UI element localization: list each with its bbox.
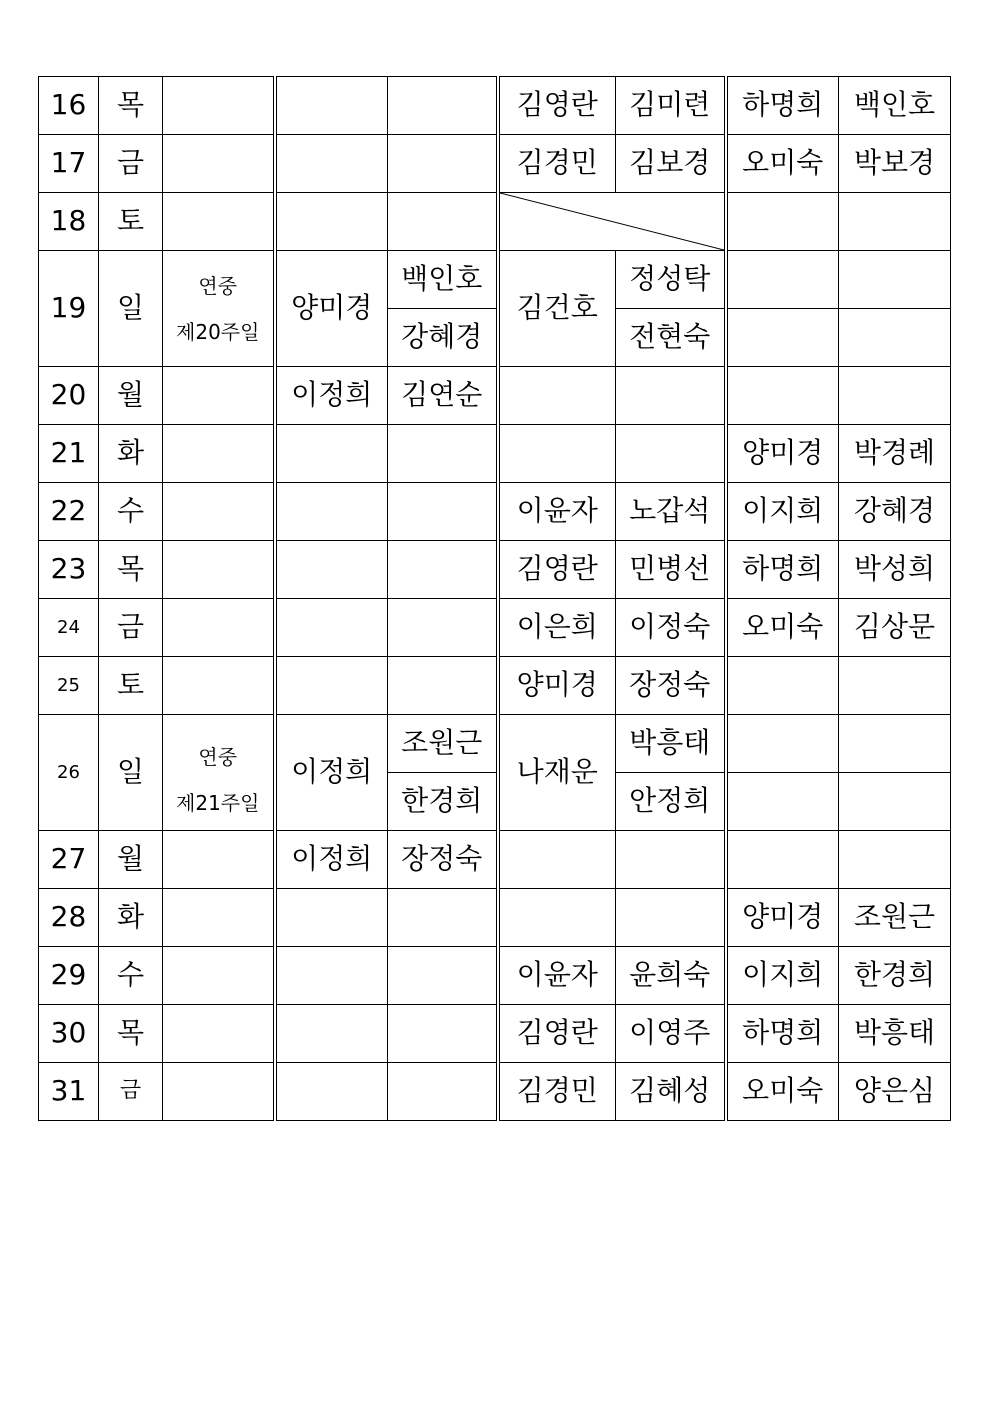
cell: 이정숙: [616, 599, 726, 657]
cell: [388, 889, 498, 947]
cell: [163, 541, 275, 599]
cell: [726, 193, 839, 251]
cell: 노갑석: [616, 483, 726, 541]
cell: [163, 135, 275, 193]
cell: 강혜경: [839, 483, 951, 541]
cell: [839, 193, 951, 251]
cell: 김영란: [498, 541, 616, 599]
cell: 양미경: [275, 251, 388, 367]
weekday-cell: 월: [99, 367, 163, 425]
cell: 장정숙: [616, 657, 726, 715]
cell: [498, 831, 616, 889]
cell: [498, 889, 616, 947]
cell: [726, 657, 839, 715]
cell: 정성탁: [616, 251, 726, 309]
table-row: [39, 599, 951, 657]
weekday-cell: 토: [99, 193, 163, 251]
cell: 백인호: [388, 251, 498, 309]
cell: [726, 715, 839, 773]
date-cell: 29: [39, 947, 99, 1005]
cell: 이영주: [616, 1005, 726, 1063]
cell: [163, 831, 275, 889]
cell: [163, 77, 275, 135]
table-row: [39, 657, 951, 715]
cell: [726, 773, 839, 831]
diagonal-line: [500, 193, 724, 250]
cell: 윤희숙: [616, 947, 726, 1005]
date-cell: 17: [39, 135, 99, 193]
cell: 이윤자: [498, 483, 616, 541]
cell: 김경민: [498, 135, 616, 193]
cell: 안정희: [616, 773, 726, 831]
cell: 한경희: [839, 947, 951, 1005]
date-cell: 19: [39, 251, 99, 367]
cell: 양미경: [726, 889, 839, 947]
cell: [275, 657, 388, 715]
date-cell: 22: [39, 483, 99, 541]
cell: [388, 541, 498, 599]
weekday-cell: 금: [99, 1063, 163, 1121]
cell: [275, 599, 388, 657]
cell: [163, 425, 275, 483]
table-row: [39, 135, 951, 193]
date-cell: 20: [39, 367, 99, 425]
date-cell: 28: [39, 889, 99, 947]
cell: [163, 1063, 275, 1121]
weekday-cell: 토: [99, 657, 163, 715]
cell: 장정숙: [388, 831, 498, 889]
table-row: [39, 251, 951, 309]
cell: [163, 483, 275, 541]
table-row: [39, 425, 951, 483]
cell: [388, 135, 498, 193]
cell: 강혜경: [388, 309, 498, 367]
date-cell: 30: [39, 1005, 99, 1063]
cell: [498, 367, 616, 425]
cell: 박흥태: [616, 715, 726, 773]
cell: [163, 1005, 275, 1063]
cell: [163, 193, 275, 251]
sunday-label-line1: 연중: [198, 273, 238, 298]
cell: [839, 831, 951, 889]
cell: 박성희: [839, 541, 951, 599]
cell: 이은희: [498, 599, 616, 657]
cell: [275, 193, 388, 251]
date-cell: 21: [39, 425, 99, 483]
cell: [839, 251, 951, 309]
date-cell: 26: [39, 715, 99, 831]
cell: [388, 425, 498, 483]
cell: 전현숙: [616, 309, 726, 367]
cell: [275, 1063, 388, 1121]
cell: [388, 1005, 498, 1063]
cell: 이정희: [275, 831, 388, 889]
cell: [163, 367, 275, 425]
date-cell: 27: [39, 831, 99, 889]
cell: [163, 947, 275, 1005]
cell: [726, 831, 839, 889]
cell: 김혜성: [616, 1063, 726, 1121]
sunday-label-line2: 제21주일: [176, 790, 260, 815]
table-row: [39, 541, 951, 599]
weekday-cell: 화: [99, 425, 163, 483]
cell: 이윤자: [498, 947, 616, 1005]
cell: 박경례: [839, 425, 951, 483]
cell: 조원근: [388, 715, 498, 773]
date-cell: 23: [39, 541, 99, 599]
cell: 김연순: [388, 367, 498, 425]
table-row: [39, 483, 951, 541]
cell: 김영란: [498, 1005, 616, 1063]
sunday-label-cell: [163, 715, 275, 831]
cell: [163, 657, 275, 715]
date-cell: 18: [39, 193, 99, 251]
cell: 김상문: [839, 599, 951, 657]
cell: [839, 773, 951, 831]
cell: 김보경: [616, 135, 726, 193]
cell: 박보경: [839, 135, 951, 193]
cell: 이정희: [275, 715, 388, 831]
cell: 한경희: [388, 773, 498, 831]
table-row: [39, 1005, 951, 1063]
cell: 김영란: [498, 77, 616, 135]
cell: 백인호: [839, 77, 951, 135]
cell: [726, 309, 839, 367]
cell: [726, 251, 839, 309]
cell: [388, 193, 498, 251]
cell: [726, 367, 839, 425]
table-row: [39, 831, 951, 889]
cell: [275, 889, 388, 947]
table-row: [39, 1063, 951, 1121]
table-row: [39, 77, 951, 135]
sunday-label-line2: 제20주일: [176, 319, 260, 344]
cell: 하명희: [726, 541, 839, 599]
cell: [388, 599, 498, 657]
cell: [839, 657, 951, 715]
weekday-cell: 목: [99, 77, 163, 135]
weekday-cell: 일: [99, 715, 163, 831]
cell: 김경민: [498, 1063, 616, 1121]
cell: [616, 831, 726, 889]
table-row: [39, 947, 951, 1005]
cell: 김미련: [616, 77, 726, 135]
cell: [388, 483, 498, 541]
cell: 김건호: [498, 251, 616, 367]
weekday-cell: 월: [99, 831, 163, 889]
cell: [616, 367, 726, 425]
weekday-cell: 화: [99, 889, 163, 947]
cell: 나재운: [498, 715, 616, 831]
cell: 오미숙: [726, 135, 839, 193]
cell: [388, 947, 498, 1005]
table-row: [39, 715, 951, 773]
cell: 오미숙: [726, 599, 839, 657]
sunday-label-line1: 연중: [198, 744, 238, 769]
cell: 이지희: [726, 947, 839, 1005]
cell: 양은심: [839, 1063, 951, 1121]
weekday-cell: 수: [99, 483, 163, 541]
cell: 오미숙: [726, 1063, 839, 1121]
cell: [275, 947, 388, 1005]
date-cell: 31: [39, 1063, 99, 1121]
weekday-cell: 목: [99, 541, 163, 599]
cell: 민병선: [616, 541, 726, 599]
cell: 하명희: [726, 1005, 839, 1063]
cell: [163, 889, 275, 947]
cell: 양미경: [498, 657, 616, 715]
cell: [275, 135, 388, 193]
cell: 이지희: [726, 483, 839, 541]
cell: [616, 889, 726, 947]
sunday-label-cell: [163, 251, 275, 367]
crossed-out-cell: [498, 193, 726, 251]
cell: [388, 77, 498, 135]
weekday-cell: 금: [99, 135, 163, 193]
cell: [275, 483, 388, 541]
cell: 양미경: [726, 425, 839, 483]
cell: [839, 715, 951, 773]
cell: [839, 309, 951, 367]
weekday-cell: 목: [99, 1005, 163, 1063]
cell: [839, 367, 951, 425]
weekday-cell: 금: [99, 599, 163, 657]
table-row: [39, 193, 951, 251]
cell: 이정희: [275, 367, 388, 425]
cell: 박흥태: [839, 1005, 951, 1063]
date-cell: 25: [39, 657, 99, 715]
schedule-table: [38, 76, 951, 1121]
cell: [275, 1005, 388, 1063]
cell: [275, 77, 388, 135]
cell: 조원근: [839, 889, 951, 947]
table-row: [39, 367, 951, 425]
cell: [275, 425, 388, 483]
cell: [388, 657, 498, 715]
cell: [616, 425, 726, 483]
cell: [498, 425, 616, 483]
cell: [275, 541, 388, 599]
date-cell: 16: [39, 77, 99, 135]
table-row: [39, 889, 951, 947]
weekday-cell: 수: [99, 947, 163, 1005]
cell: [388, 1063, 498, 1121]
cell: [163, 599, 275, 657]
weekday-cell: 일: [99, 251, 163, 367]
date-cell: 24: [39, 599, 99, 657]
cell: 하명희: [726, 77, 839, 135]
